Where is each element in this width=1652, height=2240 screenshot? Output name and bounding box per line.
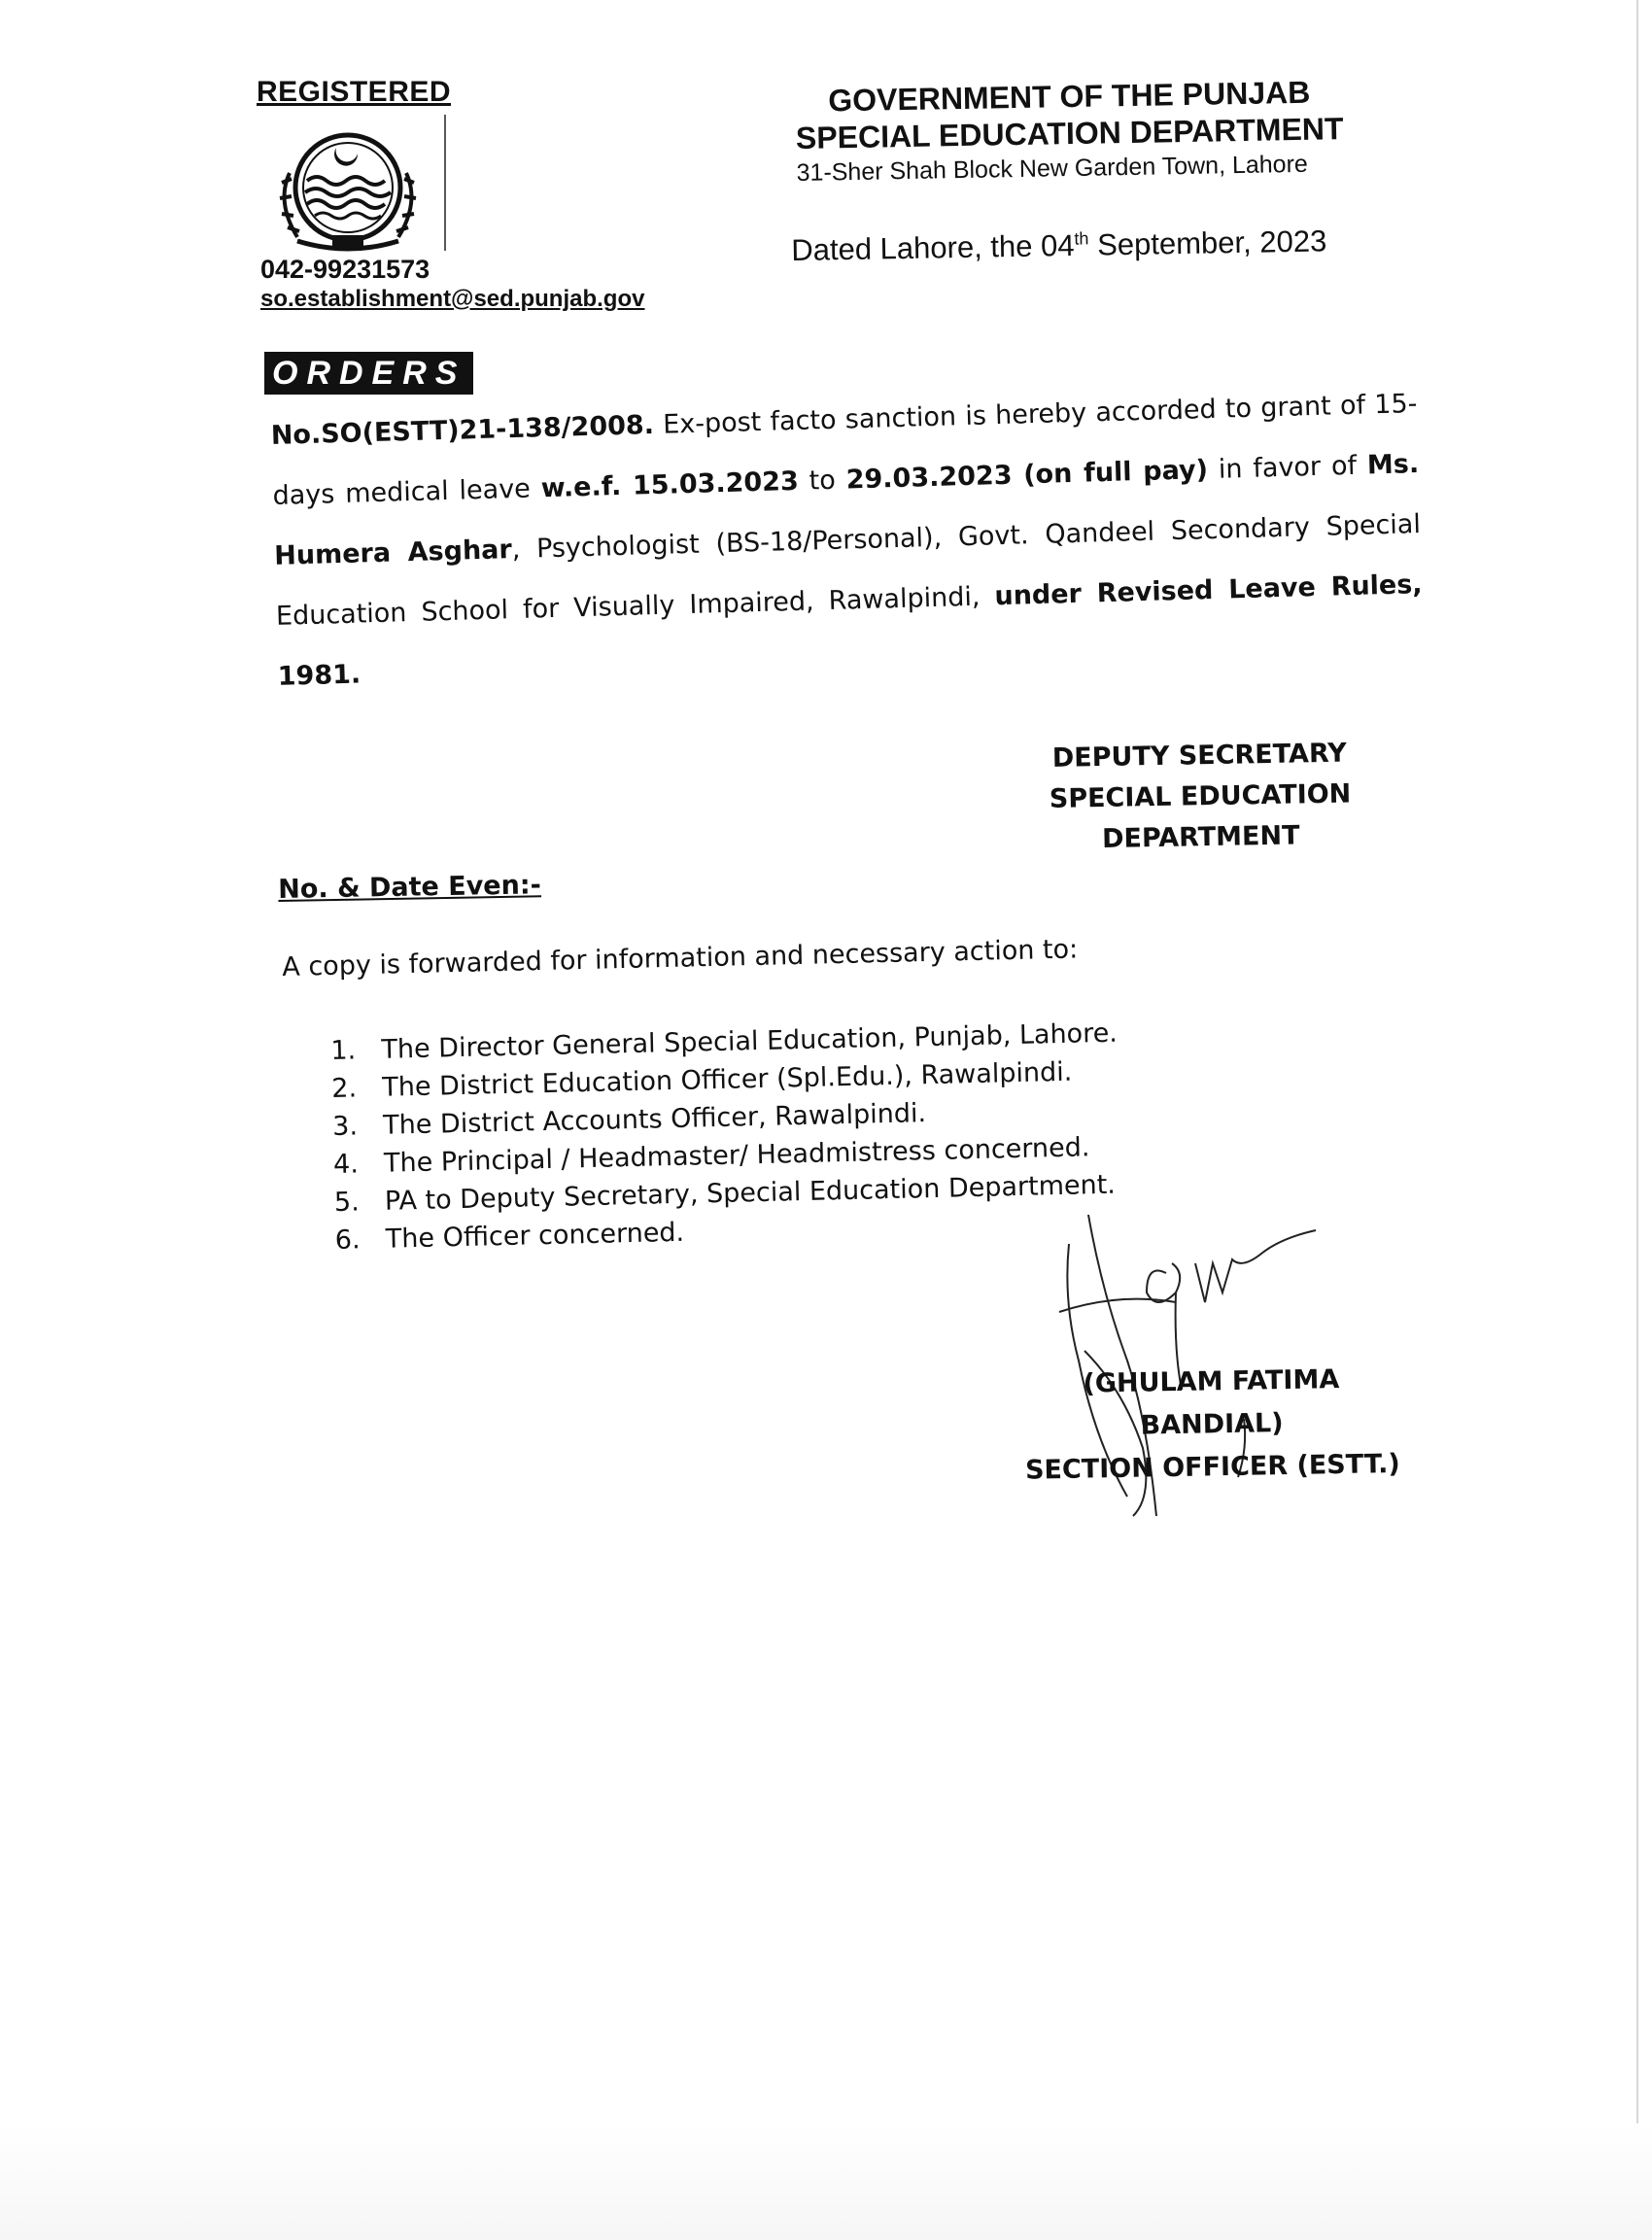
department-title: SPECIAL EDUCATION DEPARTMENT [795,111,1344,155]
list-item-text: The Principal / Headmaster/ Headmistress concerned. [383,1132,1090,1179]
list-item-text: The Officer concerned. [385,1217,685,1255]
list-item-number: 6. [334,1224,361,1256]
deputy-secretary-signoff [1044,733,1357,861]
letterhead-header [795,73,1380,190]
list-item-text: The District Accounts Officer, Rawalpindi. [382,1098,927,1141]
section-officer-signoff [1007,1358,1417,1493]
phone-number: 042-99231573 [260,255,430,284]
list-item-text: The District Education Officer (Spl.Edu.), Rawalpindi. [381,1056,1073,1103]
department-address: 31-Sher Shah Block New Garden Town, Lahore [796,150,1309,187]
date-prefix: Dated Lahore, the 04 [791,227,1075,267]
date-line [791,224,1327,268]
list-item-number: 3. [331,1111,359,1142]
order-text-4: , Psychologist (BS-18/Personal), Govt. Qandeel Secondary Special Education School for Visually Impaired, Rawalpindi, [275,508,1422,632]
ds-line-1: DEPUTY SECRETARY [1051,738,1348,774]
scan-shadow [0,2123,1652,2240]
scan-edge [1636,0,1638,2240]
order-text-3: in favor of [1207,450,1368,486]
no-date-even-heading: No. & Date Even:- [278,870,542,905]
order-rules: under Revised Leave Rules, 1981. [277,569,1424,692]
date-suffix: September, 2023 [1088,224,1327,262]
punjab-emblem-icon [260,115,447,260]
section-officer-title: SECTION OFFICER (ESTT.) [1024,1448,1400,1486]
list-item-text: The Director General Special Education, Punjab, Lahore. [381,1017,1119,1065]
registered-label: REGISTERED [257,76,452,108]
list-item-text: PA to Deputy Secretary, Special Education Department. [384,1169,1117,1217]
date-ordinal: th [1074,228,1089,249]
order-wef: w.e.f. 15.03.2023 [540,465,800,504]
order-paragraph [270,374,1425,707]
list-item-number: 2. [330,1073,358,1104]
ds-line-2: SPECIAL EDUCATION [1049,778,1352,814]
orders-heading: ORDERS [264,352,473,395]
list-item-number: 1. [330,1035,357,1066]
email-address[interactable]: so.establishment@sed.punjab.gov [260,286,645,312]
order-text-2: to [798,465,847,497]
section-officer-name: (GHULAM FATIMA BANDIAL) [1083,1364,1340,1441]
government-title: GOVERNMENT OF THE PUNJAB [828,74,1311,119]
order-text-1: Ex-post facto sanction is hereby accorded to grant of 15-days medical leave [272,389,1418,511]
list-item-number: 5. [333,1187,361,1218]
order-ref-no: No.SO(ESTT)21-138/2008. [270,409,655,451]
ds-line-3: DEPARTMENT [1101,820,1300,854]
order-to-date: 29.03.2023 (on full pay) [845,455,1209,496]
list-item-number: 4. [332,1149,360,1180]
copy-forwarded-line: A copy is forwarded for information and necessary action to: [282,934,1079,982]
order-employee-name: Ms. Humera Asghar [273,449,1420,571]
